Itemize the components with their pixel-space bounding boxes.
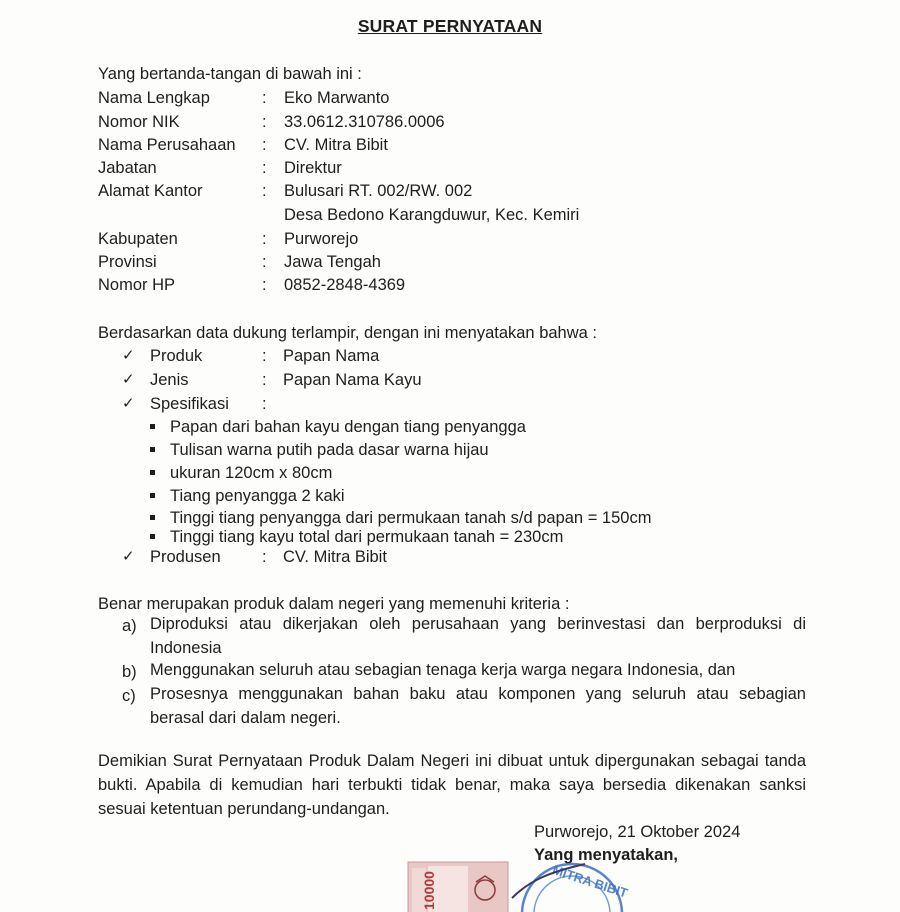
- spec-item: [0, 527, 900, 547]
- identity-colon: :: [262, 136, 267, 154]
- identity-value: Purworejo: [284, 230, 359, 248]
- document-title: SURAT PERNYATAAN: [357, 16, 543, 36]
- spec-item: [0, 463, 900, 483]
- identity-label: Jabatan: [98, 159, 157, 177]
- checklist-value: Papan Nama Kayu: [283, 371, 422, 389]
- identity-row: [0, 181, 900, 201]
- identity-value: Desa Bedono Karangduwur, Kec. Kemiri: [284, 206, 580, 224]
- signatory-label: Yang menyatakan,: [534, 846, 678, 864]
- checklist-label: Spesifikasi: [150, 395, 229, 413]
- statement-intro: Berdasarkan data dukung terlampir, dengan ini menyatakan bahwa :: [98, 324, 597, 342]
- identity-colon: :: [262, 89, 267, 107]
- checklist-item: [0, 370, 900, 390]
- criteria-marker: b): [122, 663, 137, 681]
- identity-label: Nomor HP: [98, 276, 176, 294]
- spec-item: [0, 417, 900, 437]
- criteria-marker: a): [122, 617, 137, 635]
- identity-colon: :: [262, 276, 267, 294]
- identity-label: Provinsi: [98, 253, 157, 271]
- identity-colon: :: [262, 159, 267, 177]
- check-icon: ✓: [122, 395, 135, 412]
- identity-row-continued: [0, 205, 900, 225]
- criteria-text: Diproduksi atau dikerjakan oleh perusahaan yang berinvestasi dan berproduksi di Indonesia: [150, 615, 806, 657]
- criteria-intro: Benar merupakan produk dalam negeri yang memenuhi kriteria :: [98, 595, 570, 613]
- identity-value: Bulusari RT. 002/RW. 002: [284, 182, 473, 200]
- spec-text: Tulisan warna putih pada dasar warna hijau: [170, 441, 489, 459]
- checklist-item: [0, 346, 900, 366]
- identity-value: 33.0612.310786.0006: [284, 113, 445, 131]
- checklist-label: Jenis: [150, 371, 189, 389]
- spec-item: [0, 486, 900, 506]
- identity-row: [0, 229, 900, 249]
- criteria-marker: c): [122, 687, 136, 705]
- checklist-colon: :: [262, 548, 267, 566]
- identity-label: Nama Lengkap: [98, 89, 210, 107]
- identity-row: [0, 88, 900, 108]
- intro-text: Yang bertanda-tangan di bawah ini :: [98, 65, 362, 83]
- identity-colon: :: [262, 182, 267, 200]
- identity-colon: :: [262, 113, 267, 131]
- bullet-icon: [150, 470, 155, 475]
- identity-row: [0, 135, 900, 155]
- identity-value: Eko Marwanto: [284, 89, 390, 107]
- checklist-colon: :: [262, 395, 267, 413]
- checklist-label: Produsen: [150, 548, 221, 566]
- identity-row: [0, 275, 900, 295]
- checklist-value: Papan Nama: [283, 347, 380, 365]
- spec-text: Tinggi tiang kayu total dari permukaan tanah = 230cm: [170, 528, 564, 546]
- identity-row: [0, 158, 900, 178]
- bullet-icon: [150, 447, 155, 452]
- stamp-and-seal: [400, 852, 630, 912]
- identity-colon: :: [262, 253, 267, 271]
- checklist-item: [0, 547, 900, 567]
- checklist-value: CV. Mitra Bibit: [283, 548, 387, 566]
- company-seal: [522, 862, 630, 912]
- identity-row: [0, 252, 900, 272]
- checklist-colon: :: [262, 347, 267, 365]
- identity-value: Jawa Tengah: [284, 253, 381, 271]
- checklist-colon: :: [262, 371, 267, 389]
- bullet-icon: [150, 534, 155, 539]
- identity-row: [0, 112, 900, 132]
- checklist-item: [0, 394, 900, 414]
- seal-text: MITRA BIBIT: [550, 862, 630, 901]
- spec-item: [0, 440, 900, 460]
- meterai-value-text: 10000: [421, 871, 437, 910]
- identity-label: Nama Perusahaan: [98, 136, 236, 154]
- check-icon: ✓: [122, 347, 135, 364]
- meterai-stamp: [408, 862, 508, 912]
- bullet-icon: [150, 515, 155, 520]
- spec-text: Tiang penyangga 2 kaki: [170, 487, 345, 505]
- identity-label: Nomor NIK: [98, 113, 180, 131]
- identity-colon: :: [262, 230, 267, 248]
- identity-value: CV. Mitra Bibit: [284, 136, 388, 154]
- spec-text: ukuran 120cm x 80cm: [170, 464, 333, 482]
- criteria-text: Menggunakan seluruh atau sebagian tenaga kerja warga negara Indonesia, dan: [150, 661, 736, 679]
- spec-item: [0, 508, 900, 528]
- place-date: Purworejo, 21 Oktober 2024: [534, 823, 741, 841]
- spec-text: Tinggi tiang penyangga dari permukaan tanah s/d papan = 150cm: [170, 509, 652, 527]
- spec-text: Papan dari bahan kayu dengan tiang penyangga: [170, 418, 526, 436]
- identity-value: Direktur: [284, 159, 342, 177]
- check-icon: ✓: [122, 548, 135, 565]
- criteria-text: Prosesnya menggunakan bahan baku atau komponen yang seluruh atau sebagian berasal dari dalam negeri.: [150, 685, 806, 727]
- closing-paragraph: Demikian Surat Pernyataan Produk Dalam Negeri ini dibuat untuk dipergunakan sebagai tanda bukti. Apabila di kemudian hari terbukti tidak benar, maka saya bersedia dikenakan sanksi sesuai ketentuan perundang-undangan.: [98, 752, 806, 818]
- identity-label: Kabupaten: [98, 230, 178, 248]
- identity-label: Alamat Kantor: [98, 182, 203, 200]
- check-icon: ✓: [122, 371, 135, 388]
- bullet-icon: [150, 493, 155, 498]
- checklist-label: Produk: [150, 347, 203, 365]
- bullet-icon: [150, 424, 155, 429]
- identity-value: 0852-2848-4369: [284, 276, 406, 294]
